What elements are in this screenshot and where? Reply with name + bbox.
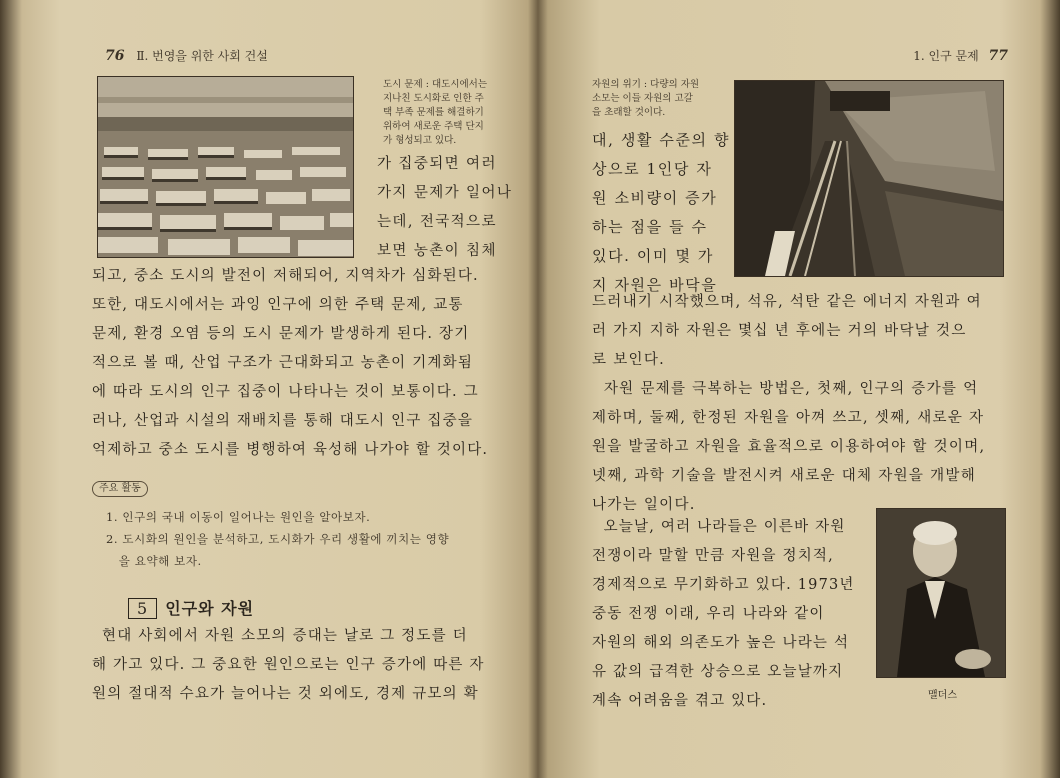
right-text-beside-photo — [592, 126, 730, 300]
caption-line: 도시 문제 : 대도시에서는 — [383, 79, 488, 90]
left-text-beside-photo — [377, 150, 512, 266]
portrait-caption: 맬더스 — [928, 690, 957, 701]
text-line: 유 값의 급격한 상승으로 오늘날까지 — [592, 664, 844, 680]
text-line: 드러내기 시작했으며, 석유, 석탄 같은 에너지 자원과 여 — [592, 294, 982, 310]
text-line: 있다. 이미 몇 가 — [592, 247, 715, 265]
text-line: 하는 점을 들 수 — [592, 218, 708, 236]
caption-line: 가 형성되고 있다. — [383, 135, 457, 146]
left-running-head: Ⅱ. 번영을 위한 사회 건설 — [136, 49, 268, 63]
text-line: 보면 농촌이 침체 — [377, 243, 497, 259]
malthus-portrait — [876, 508, 1006, 678]
text-line: 자원의 해외 의존도가 높은 나라는 석 — [592, 635, 850, 651]
text-line: 문제, 환경 오염 등의 도시 문제가 발생하게 된다. 장기 — [92, 326, 470, 342]
section-paragraph — [92, 622, 485, 709]
right-running-head: 1. 인구 문제 — [913, 49, 979, 63]
text-line: 계속 어려움을 겪고 있다. — [592, 693, 768, 709]
mine-tunnel-photo — [734, 80, 1004, 277]
text-line: 대, 생활 수준의 향 — [592, 131, 731, 149]
left-main-paragraph — [92, 262, 488, 465]
text-line: 자원 문제를 극복하는 방법은, 첫째, 인구의 증가를 억 — [592, 381, 979, 397]
text-line: 또한, 대도시에서는 과잉 인구에 의한 주택 문제, 교통 — [92, 297, 464, 313]
right-text-beside-portrait — [592, 513, 855, 716]
text-line: 가 집중되면 여러 — [377, 156, 497, 172]
section-number: 5 — [128, 598, 157, 619]
right-running-header — [913, 47, 1008, 64]
left-page-number: 76 — [105, 48, 125, 64]
text-line: 넷째, 과학 기술을 발전시켜 새로운 대체 자원을 개발해 — [592, 468, 977, 484]
activity-label: 주요 활동 — [92, 481, 148, 497]
text-line: 현대 사회에서 자원 소모의 증대는 날로 그 정도를 더 — [102, 628, 468, 644]
text-line: 러나, 산업과 시설의 재배치를 통해 대도시 인구 집중을 — [92, 413, 474, 429]
text-line: 억제하고 중소 도시를 병행하여 육성해 나가야 할 것이다. — [92, 442, 489, 458]
text-line: 전쟁이라 말할 만큼 자원을 정치적, — [592, 548, 834, 564]
text-line: 원의 절대적 수요가 늘어나는 것 외에도, 경제 규모의 확 — [92, 686, 479, 702]
text-line: 로 보인다. — [592, 352, 666, 368]
caption-line: 을 초래할 것이다. — [592, 107, 666, 118]
text-line: 경제적으로 무기화하고 있다. 1973년 — [592, 577, 855, 593]
caption-line: 지나친 도시화로 인한 주 — [383, 93, 484, 104]
text-line: 지 자원은 바닥을 — [592, 276, 718, 294]
left-photo-caption — [383, 78, 487, 148]
text-line: 되고, 중소 도시의 발전이 저해되어, 지역차가 심화된다. — [92, 268, 479, 284]
section-heading — [128, 596, 254, 619]
caption-line: 자원의 위기 : 다량의 자원 — [592, 79, 700, 90]
apartment-blocks-image — [98, 77, 353, 257]
housing-complex-photo — [97, 76, 354, 258]
text-line: 원 소비량이 증가 — [592, 189, 718, 207]
text-line: 가지 문제가 일어나 — [377, 185, 513, 201]
text-line: 는데, 전국적으로 — [377, 214, 497, 230]
text-line: 오늘날, 여러 나라들은 이른바 자원 — [592, 519, 846, 535]
left-page — [30, 0, 535, 778]
mine-tunnel-image — [735, 81, 1003, 276]
text-line: 러 가지 지하 자원은 몇십 년 후에는 거의 바닥날 것으 — [592, 323, 967, 339]
text-line: 제하며, 둘째, 한정된 자원을 아껴 쓰고, 셋째, 새로운 자 — [592, 410, 985, 426]
text-line: 중동 전쟁 이래, 우리 나라와 같이 — [592, 606, 825, 622]
activity-item: 2. 도시화의 원인을 분석하고, 도시화가 우리 생활에 끼치는 영향 — [106, 532, 450, 546]
section-title: 인구와 자원 — [165, 599, 255, 618]
text-line: 원을 발굴하고 자원을 효율적으로 이용하여야 할 것이며, — [592, 439, 986, 455]
caption-line: 위하여 새로운 주택 단지 — [383, 121, 484, 132]
caption-line: 소모는 이들 자원의 고갈 — [592, 93, 693, 104]
key-activity-box — [92, 480, 449, 572]
activity-item: 1. 인구의 국내 이동이 일어나는 원인을 알아보자. — [106, 510, 371, 524]
right-page — [548, 0, 1038, 778]
text-line: 상으로 1인당 자 — [592, 160, 713, 178]
activity-item: 을 요약해 보자. — [106, 554, 202, 568]
left-running-header — [105, 47, 268, 64]
right-page-number: 77 — [988, 48, 1008, 64]
text-line: 나가는 일이다. — [592, 497, 696, 513]
caption-line: 택 부족 문제를 해결하기 — [383, 107, 484, 118]
right-main-paragraph — [592, 288, 985, 520]
text-line: 에 따라 도시의 인구 집중이 나타나는 것이 보통이다. 그 — [92, 384, 479, 400]
right-photo-caption — [592, 78, 699, 120]
text-line: 적으로 볼 때, 산업 구조가 근대화되고 농촌이 기계화됨 — [92, 355, 474, 371]
portrait-image — [877, 509, 1005, 677]
text-line: 해 가고 있다. 그 중요한 원인으로는 인구 증가에 따른 자 — [92, 657, 485, 673]
